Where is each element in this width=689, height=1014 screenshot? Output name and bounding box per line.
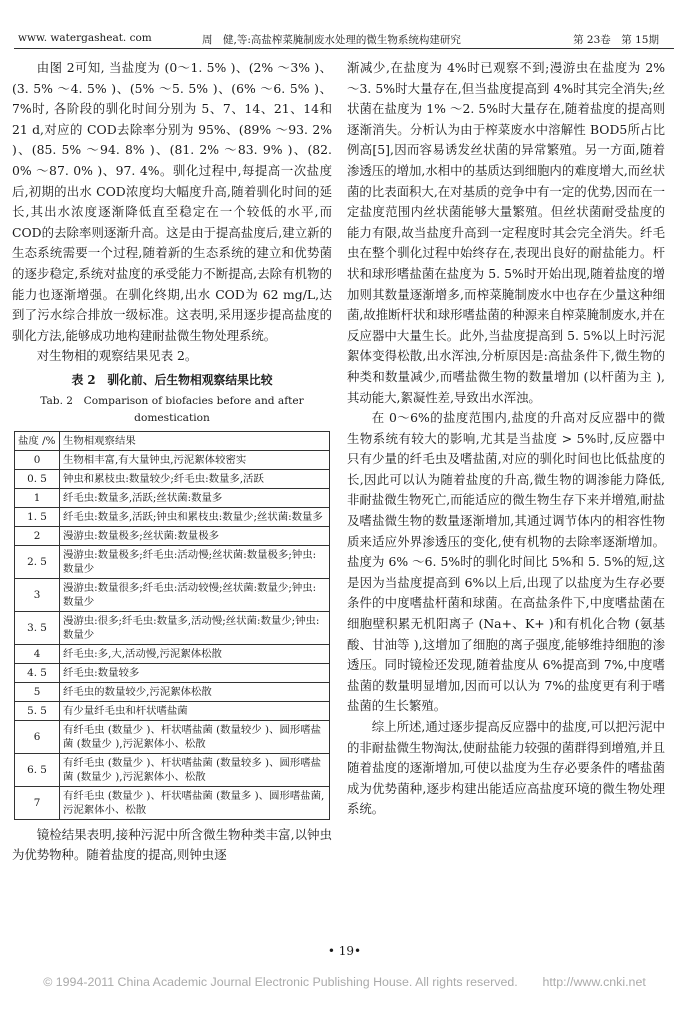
salinity-cell: 4. 5 — [15, 663, 60, 682]
table-row — [15, 450, 330, 469]
left-column — [12, 58, 332, 866]
table-row — [15, 611, 330, 644]
salinity-cell: 2. 5 — [15, 545, 60, 578]
header-website: www. watergasheat. com — [18, 32, 152, 44]
table-row — [15, 507, 330, 526]
observation-cell: 漫游虫:数量极多;丝状菌:数量极多 — [60, 526, 330, 545]
observation-cell: 漫游虫:很多;纤毛虫:数量多,活动慢;丝状菌:数量少;钟虫:数量少 — [60, 611, 330, 644]
table-row — [15, 663, 330, 682]
observation-cell: 纤毛虫:数量多,活跃;钟虫和累枝虫:数量少;丝状菌:数量多 — [60, 507, 330, 526]
table-row — [15, 644, 330, 663]
right-column — [347, 58, 665, 820]
salinity-cell: 2 — [15, 526, 60, 545]
header-running-title: 周 健,等:高盐榨菜腌制废水处理的微生物系统构建研究 — [202, 34, 461, 46]
salinity-cell: 0 — [15, 450, 60, 469]
copyright-footer: © 1994-2011 China Academic Journal Electronic Publishing House. All rights reserved. http://www.cnki.net — [43, 975, 646, 989]
table-header-salinity: 盐度 /% — [15, 431, 60, 450]
observation-cell: 生物相丰富,有大量钟虫,污泥絮体较密实 — [60, 450, 330, 469]
observation-cell: 纤毛虫的数量较少,污泥絮体松散 — [60, 682, 330, 701]
salinity-cell: 1. 5 — [15, 507, 60, 526]
table-title-english: Tab. 2 Comparison of biofacies before and after domestication — [40, 394, 304, 424]
left-paragraph-3: 镜检结果表明,接种污泥中所含微生物种类丰富,以钟虫为优势物种。随着盐度的提高,则钟虫逐 — [12, 826, 332, 863]
biofacies-table — [14, 431, 330, 820]
right-paragraph-3: 综上所述,通过逐步提高反应器中的盐度,可以把污泥中的非耐盐微生物淘汰,使耐盐能力较强的菌群得到增殖,并且随着盐度的逐渐增加,可使以盐度为生存必要条件的嗜盐菌成为优势菌种,逐步构建出能适应高盐度环境的微生物处理系统。 — [347, 719, 665, 817]
table-title: 表 2 驯化前、后生物相观察结果比较 — [71, 372, 273, 387]
salinity-cell: 5 — [15, 682, 60, 701]
observation-cell: 有少量纤毛虫和杆状嗜盐菌 — [60, 701, 330, 720]
right-paragraph-2: 在 0～6%的盐度范围内,盐度的升高对反应器中的微生物系统有较大的影响,尤其是当盐度 > 5%时,反应器中只有少量的纤毛虫及嗜盐菌,对应的驯化时间也比低盐度的长,因此可以认为随着盐度的升高,微生物的调渗能力降低,非耐盐微生物死亡,而能适应的微生物生存下来并增殖,耐盐及嗜盐微生物的数量逐渐增加,其通过调节体内的相容性物质来适应外界渗透压的变化,使有机物的去除率逐渐增加。盐度为 6% ～6. 5%时的驯化时间比 5%和 5. 5%的短,这是因为当盐度提高到 6%以上后,出现了以盐度为生存必要条件的中度嗜盐杆菌和球菌。在高盐条件下,中度嗜盐菌在细胞壁积累无机阳离子 (Na+、K+ )和有机化合物 (氨基酸、甘油等 ),这增加了细胞的离子强度,能够维持细胞的渗透压。同时镜检还发现,随着盐度从 6%提高到 7%,中度嗜盐菌的数量明显增加,因而可以认为 7%的盐度更有利于嗜盐菌的生长繁殖。 — [347, 410, 665, 714]
observation-cell: 有纤毛虫 (数量少 )、杆状嗜盐菌 (数量多 )、圆形嗜盐菌,污泥絮体小、松散 — [60, 786, 330, 819]
observation-cell: 有纤毛虫 (数量少 )、杆状嗜盐菌 (数量较多 )、圆形嗜盐菌 (数量少 ),污泥絮体小、松散 — [60, 753, 330, 786]
table-header-row — [15, 431, 330, 450]
table-row — [15, 526, 330, 545]
running-header — [0, 30, 689, 46]
left-paragraph-1: 由图 2可知, 当盐度为 (0～1. 5% )、(2% ～3% )、(3. 5% ～4. 5% )、(5% ～5. 5% )、(6% ～6. 5% )、7%时, 各阶段的驯化时间分别为 5、7、14、21、14和 21 d,对应的 COD去除率分别为 95%、(89% ～93. 2% )、(85. 5% ～94. 8% )、(81. 2% ～83. 9% )、(82. 0% ～87. 0% )、97. 4%。驯化过程中,每提高一次盐度后,初期的出水 COD浓度均大幅度升高,随着驯化时间的延长,其出水浓度逐渐降低直至稳定在一个较低的水平,而 COD的去除率则逐渐升高。这是由于提高盐度后,建立新的生态系统需要一个过程,随着新的生态系统的建立和优势菌的逐步稳定,系统对盐度的承受能力不断提高,去除有机物的能力也逐渐增强。在驯化终期,出水 COD为 62 mg/L,达到了污水综合排放一级标准。这表明,采用逐步提高盐度的驯化方法,能够成功地构建耐盐微生物处理系统。 — [12, 60, 332, 343]
observation-cell: 钟虫和累枝虫:数量较少;纤毛虫:数量多,活跃 — [60, 469, 330, 488]
page-number: • 19• — [327, 944, 362, 958]
right-paragraph-1: 渐减少,在盐度为 4%时已观察不到;漫游虫在盐度为 2% ～3. 5%时大量存在,但当盐度提高到 4%时其完全消失;丝状菌在盐度为 1% ～2. 5%时大量存在,随着盐度的提高则逐渐消失。分析认为由于榨菜废水中溶解性 BOD5所占比例高[5],因而容易诱发丝状菌的异常繁殖。另一方面,随着渗透压的增加,水相中的基质达到细胞内的难度增大,而丝状菌的比表面积大,在对基质的竞争中有一定的优势,因而在一定盐度范围内丝状菌能够大量繁殖。但丝状菌耐受盐度的能力有限,故当盐度升高到一定程度时其会完全消失。纤毛虫在整个驯化过程中始终存在,表现出良好的耐盐能力。杆状和球形嗜盐菌在盐度为 5. 5%时开始出现,随着盐度的增加则其数量逐渐增多,而榨菜腌制废水中也存在少量这种细菌,故推断杆状和球形嗜盐菌的种源来自榨菜腌制废水,并在反应器中大量生长。此外,当盐度提高到 5. 5%以上时污泥絮体变得松散,出水浑浊,分析原因是:高盐条件下,微生物的种类和数量减少,而嗜盐微生物的数量增加 (以杆菌为主 ),其动能大,絮凝性差,导致出水浑浊。 — [347, 60, 665, 405]
header-volume-issue: 第 23卷 第 15期 — [573, 34, 659, 46]
salinity-cell: 0. 5 — [15, 469, 60, 488]
table-row — [15, 753, 330, 786]
table-row — [15, 682, 330, 701]
table-row — [15, 488, 330, 507]
salinity-cell: 3. 5 — [15, 611, 60, 644]
observation-cell: 漫游虫:数量极多;纤毛虫:活动慢;丝状菌:数量极多;钟虫:数量少 — [60, 545, 330, 578]
table-row — [15, 545, 330, 578]
observation-cell: 纤毛虫:多,大,活动慢,污泥絮体松散 — [60, 644, 330, 663]
table-row — [15, 578, 330, 611]
salinity-cell: 7 — [15, 786, 60, 819]
salinity-cell: 1 — [15, 488, 60, 507]
observation-cell: 有纤毛虫 (数量少 )、杆状嗜盐菌 (数量较少 )、圆形嗜盐菌 (数量少 ),污泥絮体小、松散 — [60, 720, 330, 753]
table-row — [15, 469, 330, 488]
observation-cell: 漫游虫:数量很多;纤毛虫:活动较慢;丝状菌:数量少;钟虫:数量少 — [60, 578, 330, 611]
table-row — [15, 701, 330, 720]
table-row — [15, 720, 330, 753]
salinity-cell: 4 — [15, 644, 60, 663]
header-rule — [14, 48, 674, 49]
salinity-cell: 5. 5 — [15, 701, 60, 720]
left-paragraph-2: 对生物相的观察结果见表 2。 — [36, 348, 198, 364]
salinity-cell: 6 — [15, 720, 60, 753]
observation-cell: 纤毛虫:数量较多 — [60, 663, 330, 682]
observation-cell: 纤毛虫:数量多,活跃;丝状菌:数量多 — [60, 488, 330, 507]
table-row — [15, 786, 330, 819]
table-header-observation: 生物相观察结果 — [60, 431, 330, 450]
salinity-cell: 3 — [15, 578, 60, 611]
salinity-cell: 6. 5 — [15, 753, 60, 786]
